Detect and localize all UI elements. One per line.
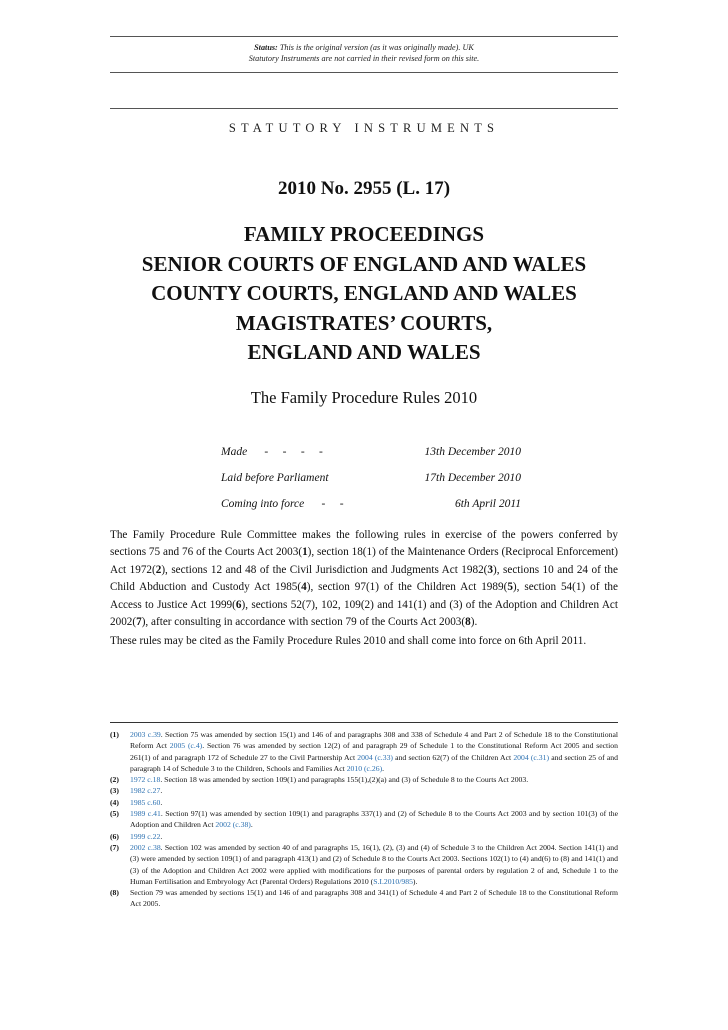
footnote-item xyxy=(110,831,618,842)
legislation-link[interactable]: 2004 (c.31) xyxy=(513,752,550,762)
text-run: ), section 18(1) of the Maintenance Orders (Reciprocal Enforcement) Act 1972( xyxy=(110,546,619,576)
status-bottom-rule xyxy=(110,72,618,73)
footnote-text: and section 62(7) of the Children Act xyxy=(392,752,514,762)
status-text-line-1: This is the original version (as it was originally made). UK xyxy=(279,43,474,52)
footnote-rule xyxy=(110,722,618,723)
footnote-item xyxy=(110,729,618,774)
text-run: The Family Procedure Rule Committee makes the following rules in exercise of the powers conferred by sections 75 and 76 of the Courts Act 2003( xyxy=(110,529,618,559)
text-run: ), after consulting in accordance with section 79 of the Courts Act 2003( xyxy=(141,616,466,629)
date-value: 17th December 2010 xyxy=(424,472,521,484)
footnote-text: . Section 18 was amended by section 109(1) and paragraphs 155(1),(2)(a) and (3) of Schedule 8 to the Courts Act 2003. xyxy=(160,775,529,785)
footnote-item xyxy=(110,887,618,910)
footnotes xyxy=(110,729,618,910)
date-row-made xyxy=(221,446,521,472)
footnote-number: (2) xyxy=(110,775,119,785)
footnote-ref[interactable]: 3 xyxy=(487,563,493,576)
footnote-number: (5) xyxy=(110,809,119,819)
legislation-link[interactable]: 1972 c.18 xyxy=(130,775,161,785)
footnote-ref[interactable]: 5 xyxy=(507,581,513,594)
status-notice xyxy=(110,42,618,64)
footnote-ref[interactable]: 2 xyxy=(155,563,162,576)
date-value: 13th December 2010 xyxy=(424,446,521,458)
footnote-item xyxy=(110,842,618,887)
status-text-line-2: Statutory Instruments are not carried in their revised form on this site. xyxy=(248,54,480,63)
preamble xyxy=(110,527,618,651)
footnote-text: Section 79 was amended by sections 15(1) and 146 of and paragraphs 308 and 341(1) of Schedule 4 and Part 2 of Schedule 18 to the Constitutional Reform Act 2005. xyxy=(130,888,618,909)
subject-heading: COUNTY COURTS, ENGLAND AND WALES xyxy=(151,281,577,305)
footnote-item xyxy=(110,785,618,796)
footnote-text: . Section 75 was amended by section 15(1) and 146 of and paragraphs 308 and 338 of Schedule 4 and Part 2 of Schedule 18 to the Constitutional Reform Act xyxy=(130,730,618,751)
text-run: ), sections 52(7), 102, 109(2) and 141(1) and (3) of the Adoption and Children Act 2002( xyxy=(110,598,618,629)
legislation-link[interactable]: 1999 c.22 xyxy=(130,831,161,841)
text-run: ), section 54(1) of the Access to Justice Act 1999( xyxy=(110,581,618,611)
legislation-link[interactable]: 1982 c.27 xyxy=(130,786,161,796)
heading-top-rule xyxy=(110,108,618,109)
dates-table xyxy=(221,446,521,524)
subject-heading: SENIOR COURTS OF ENGLAND AND WALES xyxy=(141,251,587,276)
footnote-text: . Section 97(1) was amended by section 109(1) and paragraphs 337(1) and (2) of Schedule 8 to the Courts Act 2003 and by section 101(3) of the Adoption and Children Act xyxy=(130,809,619,830)
date-label: Made - - - - xyxy=(221,446,323,458)
footnote-ref[interactable]: 8 xyxy=(465,616,471,629)
footnote-text: . xyxy=(250,820,253,830)
footnote-ref[interactable]: 1 xyxy=(302,546,308,559)
footnote-number: (3) xyxy=(110,786,119,796)
footnote-number: (4) xyxy=(110,797,119,807)
legislation-link[interactable]: 2010 (c.26) xyxy=(346,763,383,773)
footnote-ref[interactable]: 6 xyxy=(235,598,242,611)
status-label: Status: xyxy=(254,43,278,52)
footnote-text: . Section 76 was amended by section 12(2) of and paragraph 29 of Schedule 1 to the Constitutional Reform Act 2005 and section 261(1) of and paragraph 172 of Schedule 27 to the Civil Partnership Act xyxy=(130,741,618,762)
footnote-number: (8) xyxy=(110,888,119,898)
footnote-text: ). xyxy=(412,876,418,886)
footnote-text: . xyxy=(160,786,163,796)
date-row-laid xyxy=(221,472,521,498)
legislation-link[interactable]: 2003 c.39 xyxy=(130,730,161,739)
text-run: ), sections 12 and 48 of the Civil Jurisdiction and Judgments Act 1982( xyxy=(161,563,488,576)
footnote-text: . xyxy=(160,797,163,807)
footnote-item xyxy=(110,774,618,785)
text-run: ). xyxy=(470,616,478,629)
subject-heading: FAMILY PROCEEDINGS xyxy=(243,222,485,246)
date-row-coming-into-force xyxy=(221,498,521,524)
footnote-ref[interactable]: 7 xyxy=(136,616,142,629)
subject-heading: ENGLAND AND WALES xyxy=(247,340,481,364)
legislation-link[interactable]: 2005 (c.4) xyxy=(169,741,203,751)
footnote-number: (7) xyxy=(110,842,119,852)
footnote-text: . xyxy=(160,831,163,841)
citation-paragraph: These rules may be cited as the Family Procedure Rules 2010 and shall come into force on 6th April 2011. xyxy=(110,635,587,648)
footnote-number: (1) xyxy=(110,730,119,739)
legislation-link[interactable]: S.I.2010/985 xyxy=(373,876,413,886)
instrument-title: The Family Procedure Rules 2010 xyxy=(250,388,478,407)
footnote-item xyxy=(110,808,618,831)
legislation-link[interactable]: 2004 (c.33) xyxy=(357,752,393,762)
legislation-link[interactable]: 1989 c.41 xyxy=(130,809,161,819)
footnote-text: and section 25 of and paragraph 14 of Schedule 3 to the Children, Schools and Families Act xyxy=(130,752,618,773)
date-label: Coming into force - - xyxy=(221,498,344,510)
footnote-item xyxy=(110,797,618,808)
footnote-ref[interactable]: 4 xyxy=(301,581,307,594)
text-run: ), section 97(1) of the Children Act 1989( xyxy=(306,581,508,594)
legislation-link[interactable]: 2002 c.38 xyxy=(130,842,161,852)
date-value: 6th April 2011 xyxy=(454,498,521,510)
subject-heading: MAGISTRATES’ COURTS, xyxy=(235,310,493,335)
footnote-text: . Section 102 was amended by section 40 of and paragraphs 15, 16(1), (2), (3) and (4) of Schedule 3 to the Children Act 2004. Section 141(1) and (3) were amended by section 109(1) of and paragraph 413(1) and (2) of Schedule 8 to the Courts Act 2003. Sections 102(1) to (4) and(6) to (8) and 141(1) and (3) of the Adoption and Children Act 2002 were applied with modifications for the purposes of parental orders by regulation 2 of and, Schedule 1 to the Human Fertilisation and Embryology Act (Parental Orders) Regulations 2010 ( xyxy=(130,842,618,886)
top-rule xyxy=(110,36,618,37)
enacting-paragraph xyxy=(110,527,618,631)
legislation-link[interactable]: 2002 (c.38) xyxy=(215,820,251,830)
text-run: ), sections 10 and 24 of the Child Abduction and Custody Act 1985( xyxy=(110,563,618,594)
subject-headings xyxy=(110,220,618,368)
footnote-text: . xyxy=(382,763,385,773)
legislation-link[interactable]: 1985 c.60 xyxy=(130,797,161,807)
statutory-instruments-heading: STATUTORY INSTRUMENTS xyxy=(228,121,500,135)
footnote-number: (6) xyxy=(110,831,119,841)
date-label: Laid before Parliament xyxy=(221,472,329,484)
instrument-number: 2010 No. 2955 (L. 17) xyxy=(277,178,451,199)
